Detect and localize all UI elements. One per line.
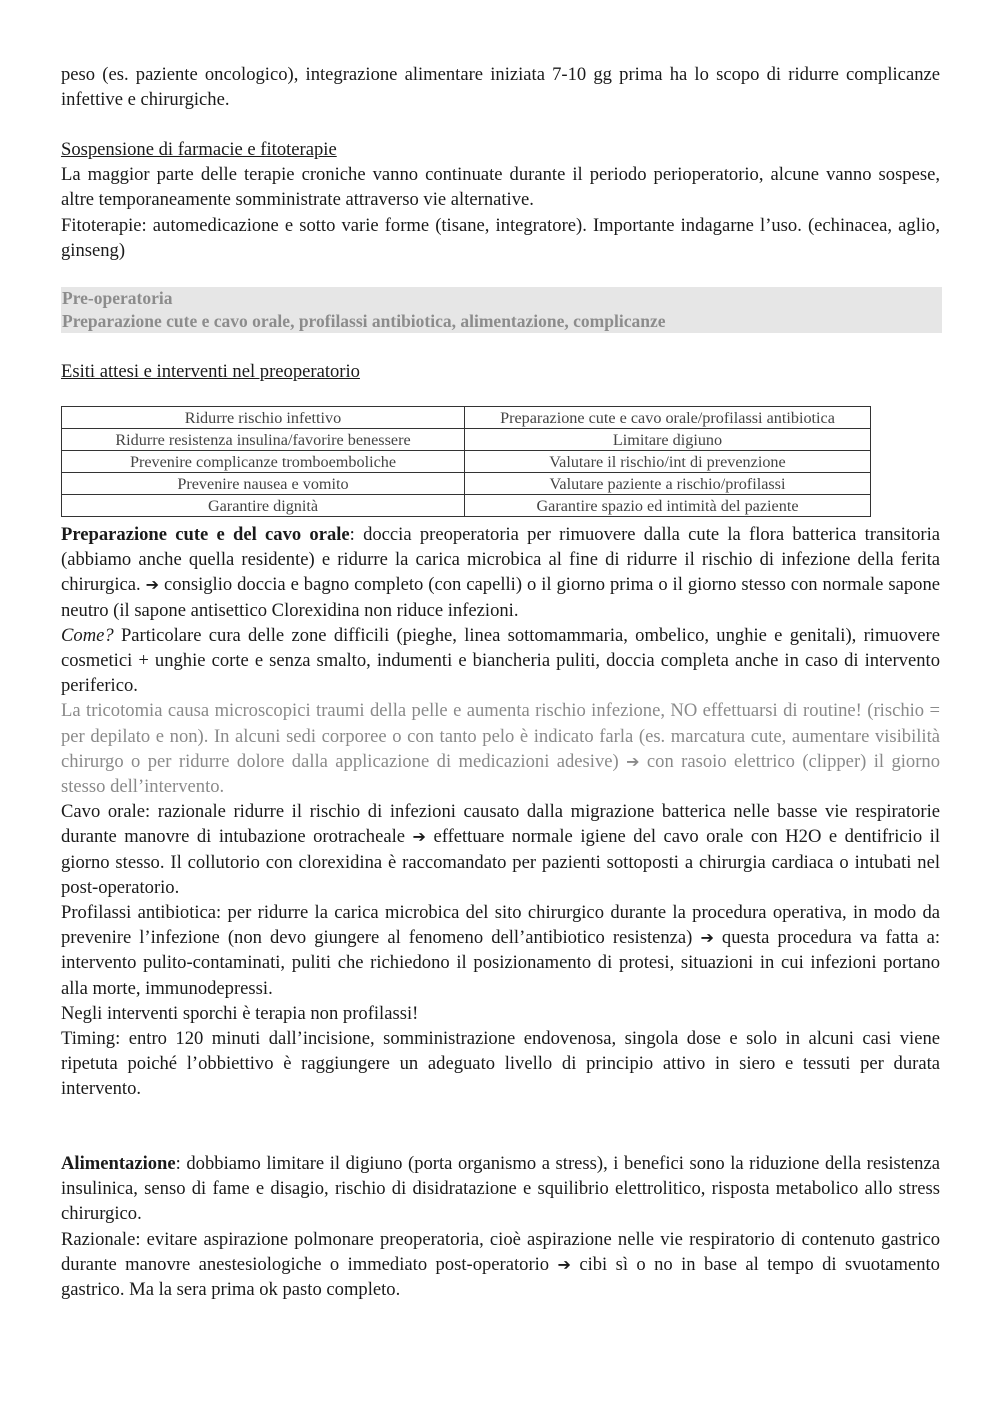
alimentazione-paragraph: [61, 1151, 940, 1227]
profilassi-paragraph: [61, 900, 940, 1001]
table-cell-esito: Prevenire complicanze tromboemboliche: [62, 451, 465, 473]
cute-text: : doccia preoperatoria per rimuovere dalla cute la flora batterica transitoria (abbiamo anche quella residente) e ridurre la carica microbica al fine di ridurre il rischio di infezione della ferita chirurgica.: [61, 524, 940, 596]
come-paragraph: [61, 623, 940, 699]
cavo-orale-text: Cavo orale: razionale ridurre il rischio di infezioni causato dalla migrazione batterica nelle basse vie respiratorie durante manovre di intubazione orotracheale: [61, 801, 940, 848]
table-row: [62, 473, 871, 495]
cute-text-2: consiglio doccia e bagno completo (con capelli) o il giorno prima o il giorno stesso con normale sapone neutro (il sapone antisettico Clorexidina non riduce infezioni.: [61, 574, 940, 621]
esiti-section: [61, 359, 940, 384]
table-row: [62, 495, 871, 517]
outcomes-table: [61, 406, 871, 517]
arrow-right-icon: ➔: [145, 575, 160, 595]
band-subtitle: Preparazione cute e cavo orale, profilassi antibiotica, alimentazione, complicanze: [62, 311, 666, 331]
profilassi-text-2: questa procedura va fatta a: intervento pulito-contaminati, puliti che richiedono il posizionamento di protesi, situazioni in cui infezioni portano alla morte, immunodepressi.: [61, 927, 940, 999]
timing-paragraph: Timing: entro 120 minuti dall’incisione, somministrazione endovenosa, singola dose e solo in alcuni casi viene ripetuta poiché l’obbiettivo è raggiungere un adeguato livello di principio attivo in siero e tessuti per durata intervento.: [61, 1028, 940, 1100]
intro-paragraph: peso (es. paziente oncologico), integrazione alimentare iniziata 7-10 gg prima ha lo scopo di ridurre complicanze infettive e chirurgiche.: [61, 64, 940, 111]
table-cell-esito: Ridurre resistenza insulina/favorire benessere: [62, 429, 465, 451]
table-row: [62, 451, 871, 473]
table-row: [62, 407, 871, 429]
fitoterapie-paragraph: Fitoterapie: automedicazione e sotto varie forme (tisane, integratore). Importante indagarne l’uso. (echinacea, aglio, ginseng): [61, 214, 940, 261]
table-cell-intervento: Limitare digiuno: [465, 429, 871, 451]
come-text: Particolare cura delle zone difficili (pieghe, linea sottomammaria, ombelico, unghie e genitali), rimuovere cosmetici + unghie corte e senza smalto, indumenti e biancheria puliti, doccia completa anche in caso di intervento periferico.: [61, 624, 940, 697]
come-label: Come?: [61, 624, 114, 646]
razionale-text-2: cibi sì o no in base al tempo di svuotamento gastrico. Ma la sera prima ok pasto completo.: [61, 1253, 940, 1301]
table-cell-intervento: Valutare il rischio/int di prevenzione: [465, 451, 871, 473]
table-cell-esito: Prevenire nausea e vomito: [62, 473, 465, 495]
farmaci-heading: Sospensione di farmacie e fitoterapie: [61, 139, 337, 160]
band-title: Pre-operatoria: [62, 288, 173, 308]
esiti-heading: Esiti attesi e interventi nel preoperatorio: [61, 361, 360, 382]
table-cell-intervento: Preparazione cute e cavo orale/profilassi antibiotica: [465, 407, 871, 429]
cavo-orale-paragraph: [61, 799, 940, 900]
alimentazione-text: : dobbiamo limitare il digiuno (porta organismo a stress), i benefici sono la riduzione della resistenza insulinica, senso di fame e disagio, rischio di disidratazione e squilibrio elettrolitico, risposta metabolico allo stress chirurgico.: [61, 1153, 940, 1225]
cute-title: Preparazione cute e del cavo orale: [61, 524, 350, 545]
tricotomia-text-2: con rasoio elettrico (clipper) il giorno stesso dell’intervento.: [61, 750, 940, 798]
tricotomia-text: La tricotomia causa microscopici traumi della pelle e aumenta rischio infezione, NO effettuarsi di routine! (rischio = per depilato e non). In alcuni sedi corporee o con tanto pelo è indicato farla (es. marcatura cute, aumentare visibilità chirurgo o per ridurre dolore dalla applicazione di medicazioni adesive): [61, 700, 940, 772]
arrow-right-icon: ➔: [412, 827, 426, 847]
razionale-paragraph: [61, 1227, 940, 1303]
alimentazione-title: Alimentazione: [61, 1153, 176, 1174]
table-row: [62, 429, 871, 451]
table-cell-intervento: Valutare paziente a rischio/profilassi: [465, 473, 871, 495]
section-band: [61, 287, 942, 333]
alimentazione-section: [61, 1151, 940, 1302]
farmaci-section: [61, 137, 940, 263]
razionale-text: Razionale: evitare aspirazione polmonare preoperatoria, cioè aspirazione nelle vie respiratorio di contenuto gastrico durante manovre anestesiologiche o immediato post-operatorio: [61, 1228, 940, 1275]
farmaci-paragraph: La maggior parte delle terapie croniche vanno continuate durante il periodo perioperatorio, alcune vanno sospese, altre temporaneamente somministrate attraverso vie alternative.: [61, 164, 940, 211]
arrow-right-icon: ➔: [557, 1254, 571, 1274]
arrow-right-icon: ➔: [700, 928, 714, 948]
arrow-right-icon: ➔: [626, 751, 640, 771]
table-cell-esito: Garantire dignità: [62, 495, 465, 517]
tricotomia-paragraph: [61, 698, 940, 799]
cute-section: [61, 522, 940, 1102]
sporchi-paragraph: Negli interventi sporchi è terapia non profilassi!: [61, 1002, 419, 1024]
table-cell-intervento: Garantire spazio ed intimità del paziente: [465, 495, 871, 517]
table-cell-esito: Ridurre rischio infettivo: [62, 407, 465, 429]
cute-paragraph: [61, 522, 940, 623]
intro-section: [61, 62, 940, 112]
cavo-orale-text-2: effettuare normale igiene del cavo orale con H2O e dentifricio il giorno stesso. Il collutorio con clorexidina è raccomandato per pazienti sottoposti a chirurgia cardiaca o intubati nel post-operatorio.: [61, 826, 940, 898]
profilassi-text: Profilassi antibiotica: per ridurre la carica microbica del sito chirurgico durante la procedura operativa, in modo da prevenire l’infezione (non devo giungere al fenomeno dell’antibiotico resistenza): [61, 902, 940, 949]
